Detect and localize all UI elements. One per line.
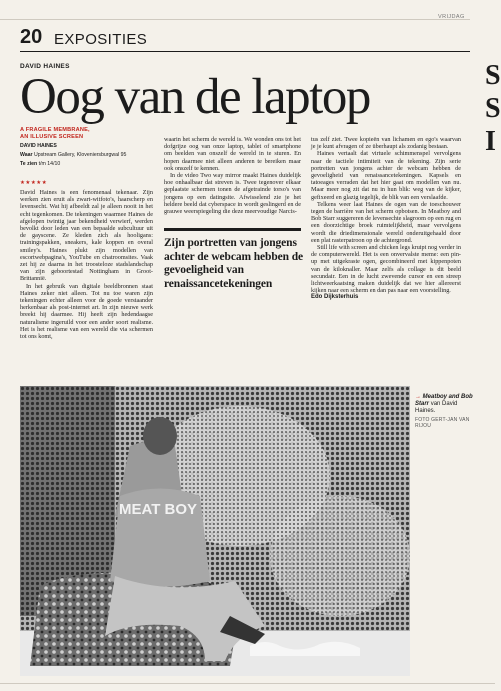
caption-title: Meatboy and Bob Starr (415, 394, 473, 408)
paragraph: tus zelf ziet. Twee kopieën van lichamen en ego's waarvan je je kunt afvragen of ze überhaupt als zodanig bestaan. (311, 136, 461, 151)
column-2 (164, 136, 301, 215)
section-rule (20, 51, 470, 52)
edge-letter: I (485, 126, 496, 157)
paragraph: In het gebruik van digitale beeldbronnen staat Haines zeker niet alleen. Tot nu toe waren zijn tekeningen echter alleen voor de goede verstaander herkenbaar als post-internet art. In zijn nieuwe werk breekt hij daarmee. Hij heeft zijn hedendaagse naturalisme ingeruild voor een ander soort realisme. Het is het realisme van een wereld die via schermen tot ons komt, (20, 282, 153, 341)
body-lettering: MEAT BOY (118, 501, 198, 518)
page-number: 20 (20, 26, 43, 48)
exhibition-title-line1: A FRAGILE MEMBRANE, (20, 127, 90, 133)
edge-letter: S (485, 93, 501, 124)
rating-stars: ★★★★★ (20, 180, 48, 186)
pull-quote-rule (164, 228, 301, 231)
exhibition-title (20, 127, 145, 141)
info-artist: DAVID HAINES (20, 143, 57, 149)
exhibition-title-line2: AN ILLUSIVE SCREEN (20, 134, 84, 140)
headline: Oog van de laptop (20, 69, 370, 125)
paragraph: Telkens weer laat Haines de ogen van de toeschouwer tegen de barrière van het scherm opbotsen. In Meatboy and Bob Starr suggereren de levensechte slagroom op een rug en een doorzichtige broek ruimtelijkheid, maar vervolgens wordt die driedimensionale wereld onderuitgehaald door een plat rasterpatroon op de achtergrond. (311, 200, 461, 244)
artwork-photo (20, 386, 410, 676)
photo-caption (415, 394, 475, 429)
pull-quote: Zijn portretten van jongens achter de webcam hebben de gevoeligheid van renaissancetekeningen (164, 237, 304, 290)
photo-credit: FOTO GERT-JAN VAN RIJOU (415, 416, 470, 429)
paragraph: waarin het scherm de wereld is. We wonden ons tot het dofgrijze oog van onze laptop, tablet of smartphone om beelden van onszelf de wereld in te sturen. En hopen daarmee niet alleen anderen te bereiken maar ook onszelf te kennen. (164, 136, 301, 172)
info-when: Te zien t/m 14/10 (20, 161, 61, 167)
section-title: EXPOSITIES (54, 31, 148, 48)
info-where: Waar Upstream Gallery, Kloveniersburgwal 95 (20, 152, 127, 158)
paragraph: Still life with screen and chicken legs kruipt nog verder in de computerwereld. Het is een onvervalste meme: een pin-up met uitgekraste ogen, gecombineerd met kippenpoten van de kiloknaller. Maar zelfs als collage is dit beeld secundair. Een in de lucht zwevende cursor en een streep lichtweerkaatsing maken duidelijk dat we hier allereerst kijken naar een scherm en dan pas naar een voorstelling. (311, 244, 461, 295)
column-3 (311, 136, 461, 302)
article-author: DAVID HAINES (20, 63, 70, 70)
paragraph: Haines vertaalt dat virtuele schimmenspel vervolgens naar de tactiele intimiteit van de tekening. Zijn serie portretten van jongens achter de webcam hebben de gevoeligheid van renaissancetekeningen. Kapsels en tatoeages verraden dat het hier gaat om modellen van nu. Maar meer nog zit dat nu in hun blik: weg van de kijker, gefixeerd en glazig tegelijk, de blik van een verslaafde. (311, 150, 461, 201)
caption-rest: van David Haines. (415, 401, 458, 415)
paragraph: David Haines is een fenomenaal tekenaar. Zijn werken zien eruit als zwart-witfoto's, haarscherp en levensecht. Wat hij afbeeldt zal je alleen nooit in het echt tegenkomen. De tekeningen waarmee Haines de afgelopen twintig jaar bekendheid verwierf, werden bevolkt door leden van een bepaalde subcultuur uit de gayscene. Ze kleden zich als hooligans: trainingspakken, sneakers, kale koppen en overal smiley's. Haines plukt zijn modellen van escortwebpagina's, YouTube en chatroomsites. Vaak zet hij ze daarna in het troosteloze stadslandschap van zijn geboortestad Nottingham in Groot-Brittannië. (20, 189, 153, 283)
caption-arrow-icon: → (415, 394, 421, 400)
date-label: VRIJDAG (438, 14, 465, 20)
edge-letter: S (485, 60, 501, 91)
signature: Edo Dijksterhuis (311, 294, 359, 301)
artwork-illustration (20, 386, 410, 676)
column-1 (20, 189, 153, 340)
top-rule (0, 19, 470, 20)
bottom-rule (0, 683, 495, 684)
paragraph: In de video Two way mirror maakt Haines duidelijk hoe onhaalbaar dat streven is. Twee tegenover elkaar geplaatste schermen tonen de afgetrainde torso's van jongens op een datingsite. Afwisselend zie je het heldere beeld dat cyberspace in wordt geslingerd en de grauwe weerspiegeling die deze meervoudige Narcis- (164, 172, 301, 216)
